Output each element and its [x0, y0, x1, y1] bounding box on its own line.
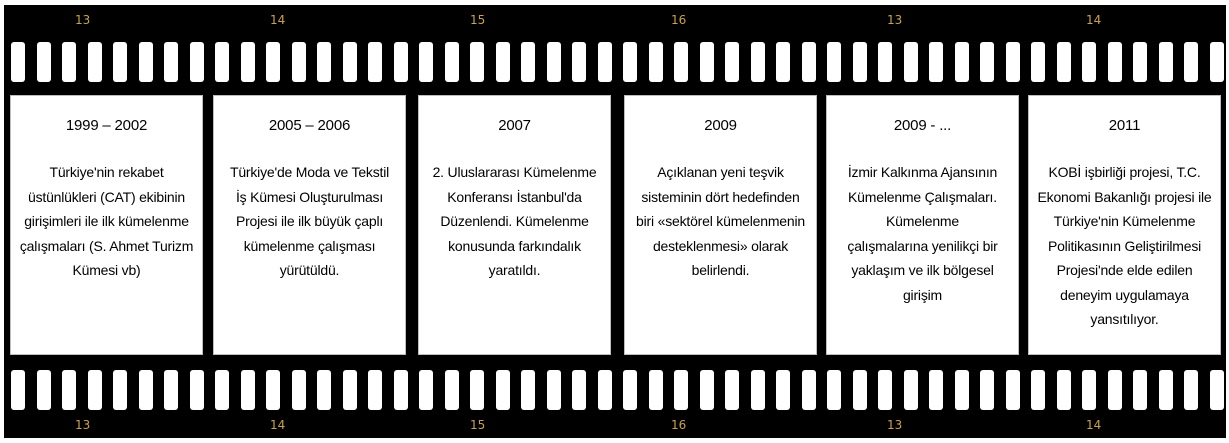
sprocket-hole — [1210, 42, 1224, 82]
sprocket-hole — [470, 370, 484, 410]
sprocket-hole — [547, 370, 561, 410]
frame-year: 2011 — [1108, 117, 1141, 134]
sprocket-hole — [674, 42, 688, 82]
frame-number-top-3: 15 — [470, 13, 486, 27]
sprocket-hole — [190, 370, 204, 410]
sprocket-hole — [598, 370, 612, 410]
sprocket-hole — [241, 370, 255, 410]
timeline-frame-1 — [10, 95, 203, 355]
sprocket-hole — [1006, 370, 1020, 410]
frame-text: Türkiye'nin rekabet üstünlükleri (CAT) ekibinin girişimleri ile ilk kümelenme çalışmaları (S. Ahmet Turizm Kümesi vb) — [19, 164, 194, 278]
sprocket-hole — [292, 42, 306, 82]
sprocket-hole — [955, 42, 969, 82]
sprocket-hole — [343, 42, 357, 82]
sprocket-hole — [419, 42, 433, 82]
sprocket-hole — [113, 370, 127, 410]
sprocket-hole — [623, 370, 637, 410]
sprocket-hole — [751, 42, 765, 82]
sprocket-hole — [1133, 370, 1147, 410]
frame-number-top-4: 16 — [671, 13, 687, 27]
sprocket-hole — [394, 42, 408, 82]
sprocket-hole — [980, 42, 994, 82]
timeline-frame-6 — [1028, 95, 1221, 355]
sprocket-hole — [904, 370, 918, 410]
timeline-frame-4 — [624, 95, 817, 355]
sprocket-hole — [572, 370, 586, 410]
sprocket-hole — [190, 42, 204, 82]
sprocket-hole — [1057, 42, 1071, 82]
sprocket-hole — [419, 370, 433, 410]
sprocket-hole — [725, 42, 739, 82]
sprocket-hole — [37, 370, 51, 410]
sprocket-hole — [394, 370, 408, 410]
frame-number-bottom-6: 14 — [1086, 418, 1102, 432]
sprocket-hole — [853, 42, 867, 82]
frame-number-top-2: 14 — [270, 13, 286, 27]
frame-year: 2009 — [704, 117, 737, 134]
frame-number-bottom-1: 13 — [75, 418, 91, 432]
frame-number-bottom-4: 16 — [671, 418, 687, 432]
frame-number-bottom-5: 13 — [887, 418, 903, 432]
sprocket-hole — [139, 370, 153, 410]
frame-number-top-6: 14 — [1086, 13, 1102, 27]
frame-number-top-1: 13 — [75, 13, 91, 27]
sprocket-hole — [521, 370, 535, 410]
sprocket-hole — [1031, 42, 1045, 82]
sprocket-hole — [139, 42, 153, 82]
sprocket-hole — [62, 370, 76, 410]
sprocket-hole — [853, 370, 867, 410]
sprocket-hole — [1082, 370, 1096, 410]
sprocket-hole — [317, 42, 331, 82]
sprocket-hole — [776, 370, 790, 410]
sprocket-hole — [878, 370, 892, 410]
sprocket-hole — [11, 370, 25, 410]
frame-year: 2007 — [498, 117, 531, 134]
frame-number-bottom-3: 15 — [470, 418, 486, 432]
sprocket-hole — [1057, 370, 1071, 410]
sprocket-hole — [572, 42, 586, 82]
sprocket-hole — [88, 370, 102, 410]
sprocket-hole — [1159, 42, 1173, 82]
sprocket-hole — [980, 370, 994, 410]
sprocket-hole — [266, 42, 280, 82]
sprocket-hole — [598, 42, 612, 82]
sprocket-hole — [1184, 42, 1198, 82]
sprocket-hole — [776, 42, 790, 82]
film-strip — [4, 5, 1226, 438]
frame-year: 2005 – 2006 — [268, 117, 351, 134]
sprocket-hole — [725, 370, 739, 410]
frame-text: KOBİ işbirliği projesi, T.C. Ekonomi Bakanlığı projesi ile Türkiye'nin Kümelenme Politikasının Geliştirilmesi Projesi'nde elde edilen deneyim uygulamaya yansıtılıyor. — [1037, 164, 1212, 327]
timeline-frame-2 — [213, 95, 406, 355]
sprocket-hole — [649, 42, 663, 82]
timeline-frame-5 — [826, 95, 1019, 355]
sprocket-hole — [700, 370, 714, 410]
sprocket-hole — [878, 42, 892, 82]
sprocket-hole — [700, 42, 714, 82]
frame-text: Türkiye'de Moda ve Tekstil İş Kümesi Oluşturulması Projesi ile ilk büyük çaplı kümelenme çalışması yürütüldü. — [229, 164, 390, 278]
sprocket-hole — [445, 370, 459, 410]
frame-text: Açıklanan yeni teşvik sisteminin dört hedefinden biri «sektörel kümelenmenin desteklenmesi» olarak belirlendi. — [636, 164, 805, 278]
frame-text: İzmir Kalkınma Ajansının Kümelenme Çalışmaları. Kümelenme çalışmalarına yenilikçi bir yaklaşım ve ilk bölgesel girişim — [847, 164, 998, 303]
sprocket-hole — [368, 370, 382, 410]
sprocket-hole — [1031, 370, 1045, 410]
sprocket-hole — [496, 42, 510, 82]
frame-year: 2009 - ... — [893, 117, 952, 134]
sprocket-hole — [368, 42, 382, 82]
sprocket-hole — [1210, 370, 1224, 410]
sprocket-hole — [215, 370, 229, 410]
sprocket-hole — [521, 42, 535, 82]
sprocket-hole — [1006, 42, 1020, 82]
sprocket-hole — [929, 42, 943, 82]
sprocket-hole — [164, 370, 178, 410]
sprocket-hole — [266, 370, 280, 410]
frame-text: 2. Uluslararası Kümelenme Konferansı İstanbul'da Düzenlendi. Kümelenme konusunda farkındalık yaratıldı. — [432, 164, 597, 278]
sprocket-hole — [343, 370, 357, 410]
sprocket-hole — [317, 370, 331, 410]
sprocket-hole — [496, 370, 510, 410]
sprocket-hole — [62, 42, 76, 82]
sprocket-hole — [37, 42, 51, 82]
sprocket-hole — [1133, 42, 1147, 82]
sprocket-hole — [1184, 370, 1198, 410]
sprocket-hole — [547, 42, 561, 82]
sprocket-hole — [623, 42, 637, 82]
sprocket-hole — [445, 42, 459, 82]
sprocket-hole — [292, 370, 306, 410]
sprocket-hole — [1108, 370, 1122, 410]
sprocket-hole — [113, 42, 127, 82]
frame-number-top-5: 13 — [887, 13, 903, 27]
sprocket-hole — [751, 370, 765, 410]
frame-year: 1999 – 2002 — [65, 117, 148, 134]
sprocket-hole — [1159, 370, 1173, 410]
sprocket-hole — [164, 42, 178, 82]
sprocket-hole — [241, 42, 255, 82]
sprocket-hole — [1082, 42, 1096, 82]
sprocket-hole — [674, 370, 688, 410]
sprocket-holes-bottom — [4, 370, 1226, 410]
sprocket-hole — [802, 42, 816, 82]
sprocket-hole — [1108, 42, 1122, 82]
sprocket-hole — [215, 42, 229, 82]
sprocket-hole — [802, 370, 816, 410]
frame-number-bottom-2: 14 — [270, 418, 286, 432]
sprocket-hole — [929, 370, 943, 410]
sprocket-hole — [470, 42, 484, 82]
sprocket-hole — [649, 370, 663, 410]
sprocket-hole — [88, 42, 102, 82]
sprocket-hole — [904, 42, 918, 82]
sprocket-hole — [827, 370, 841, 410]
timeline-frame-3 — [418, 95, 611, 355]
sprocket-hole — [827, 42, 841, 82]
sprocket-hole — [955, 370, 969, 410]
sprocket-hole — [11, 42, 25, 82]
sprocket-holes-top — [4, 42, 1226, 82]
